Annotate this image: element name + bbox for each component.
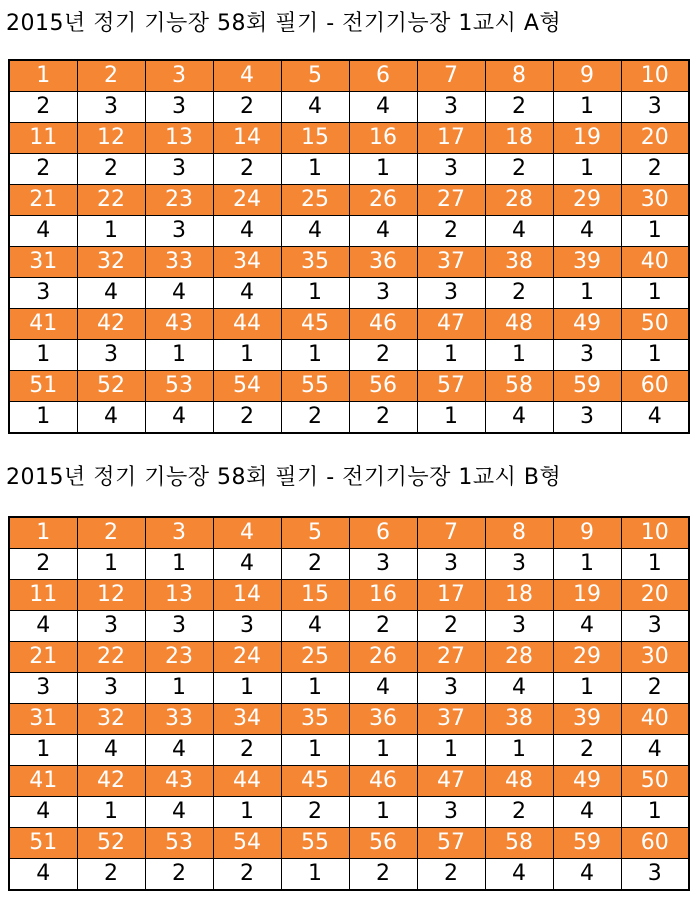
- answer-cell: 2: [213, 859, 281, 891]
- answer-cell: 1: [281, 735, 349, 766]
- answer-cell: 1: [145, 340, 213, 371]
- answer-cell: 1: [145, 549, 213, 580]
- answer-cell: 2: [621, 673, 689, 704]
- question-number-cell: 20: [621, 580, 689, 611]
- answer-cell: 4: [281, 611, 349, 642]
- answer-cell: 3: [77, 92, 145, 123]
- answer-row: [9, 673, 689, 704]
- question-number-cell: 45: [281, 309, 349, 340]
- answer-cell: 3: [553, 402, 621, 434]
- question-number-cell: 50: [621, 309, 689, 340]
- question-number-cell: 35: [281, 247, 349, 278]
- question-number-cell: 38: [485, 247, 553, 278]
- question-number-cell: 30: [621, 642, 689, 673]
- question-number-cell: 6: [349, 517, 417, 549]
- question-number-cell: 33: [145, 247, 213, 278]
- question-number-cell: 3: [145, 517, 213, 549]
- answer-cell: 2: [9, 549, 77, 580]
- question-number-cell: 43: [145, 766, 213, 797]
- question-number-cell: 5: [281, 517, 349, 549]
- question-number-cell: 53: [145, 371, 213, 402]
- question-number-cell: 46: [349, 309, 417, 340]
- answer-cell: 2: [281, 549, 349, 580]
- answer-cell: 2: [349, 402, 417, 434]
- answer-cell: 3: [417, 154, 485, 185]
- question-number-cell: 42: [77, 309, 145, 340]
- answer-cell: 3: [417, 278, 485, 309]
- answer-cell: 1: [145, 673, 213, 704]
- answer-cell: 1: [9, 402, 77, 434]
- question-number-row: [9, 247, 689, 278]
- answer-cell: 2: [485, 797, 553, 828]
- question-number-cell: 41: [9, 309, 77, 340]
- answer-cell: 4: [145, 278, 213, 309]
- answer-cell: 4: [281, 92, 349, 123]
- question-number-cell: 51: [9, 371, 77, 402]
- answer-cell: 3: [621, 611, 689, 642]
- answer-row: [9, 549, 689, 580]
- answer-cell: 1: [553, 278, 621, 309]
- answer-cell: 4: [213, 216, 281, 247]
- answer-cell: 3: [621, 859, 689, 891]
- question-number-cell: 34: [213, 247, 281, 278]
- answer-cell: 4: [621, 735, 689, 766]
- answer-cell: 2: [77, 859, 145, 891]
- answer-cell: 4: [349, 216, 417, 247]
- answer-cell: 3: [553, 340, 621, 371]
- answer-cell: 4: [349, 92, 417, 123]
- answer-cell: 1: [553, 92, 621, 123]
- answer-cell: 4: [77, 278, 145, 309]
- question-number-row: [9, 766, 689, 797]
- sheet-b-title: 2015년 정기 기능장 58회 필기 - 전기기능장 1교시 B형: [6, 465, 562, 490]
- answer-row: [9, 154, 689, 185]
- question-number-cell: 32: [77, 704, 145, 735]
- answer-cell: 2: [281, 797, 349, 828]
- answer-cell: 2: [417, 216, 485, 247]
- answer-cell: 1: [281, 154, 349, 185]
- question-number-cell: 46: [349, 766, 417, 797]
- question-number-cell: 14: [213, 123, 281, 154]
- answer-cell: 2: [145, 859, 213, 891]
- answer-row: [9, 340, 689, 371]
- question-number-cell: 1: [9, 517, 77, 549]
- question-number-row: [9, 704, 689, 735]
- answer-cell: 4: [553, 611, 621, 642]
- question-number-cell: 11: [9, 580, 77, 611]
- answer-row: [9, 797, 689, 828]
- answer-cell: 2: [281, 402, 349, 434]
- answer-cell: 1: [281, 673, 349, 704]
- question-number-cell: 6: [349, 60, 417, 92]
- answer-cell: 1: [77, 797, 145, 828]
- question-number-cell: 27: [417, 642, 485, 673]
- question-number-cell: 4: [213, 60, 281, 92]
- answer-cell: 2: [213, 92, 281, 123]
- answer-cell: 4: [281, 216, 349, 247]
- question-number-cell: 17: [417, 580, 485, 611]
- question-number-cell: 7: [417, 60, 485, 92]
- question-number-cell: 54: [213, 371, 281, 402]
- answer-cell: 2: [349, 859, 417, 891]
- question-number-row: [9, 517, 689, 549]
- answer-row: [9, 216, 689, 247]
- answer-cell: 3: [77, 611, 145, 642]
- question-number-cell: 20: [621, 123, 689, 154]
- answer-cell: 3: [485, 549, 553, 580]
- question-number-cell: 10: [621, 517, 689, 549]
- answer-cell: 4: [485, 859, 553, 891]
- answer-cell: 1: [213, 797, 281, 828]
- answer-cell: 1: [349, 735, 417, 766]
- answer-cell: 2: [485, 92, 553, 123]
- question-number-cell: 48: [485, 766, 553, 797]
- question-number-cell: 3: [145, 60, 213, 92]
- question-number-cell: 12: [77, 580, 145, 611]
- answer-cell: 4: [349, 673, 417, 704]
- question-number-row: [9, 123, 689, 154]
- question-number-cell: 21: [9, 185, 77, 216]
- question-number-cell: 49: [553, 309, 621, 340]
- question-number-row: [9, 309, 689, 340]
- question-number-cell: 48: [485, 309, 553, 340]
- question-number-cell: 25: [281, 642, 349, 673]
- answer-cell: 3: [145, 154, 213, 185]
- answer-cell: 2: [553, 735, 621, 766]
- answer-cell: 3: [77, 673, 145, 704]
- question-number-cell: 16: [349, 123, 417, 154]
- answer-cell: 1: [77, 216, 145, 247]
- answer-cell: 2: [213, 735, 281, 766]
- question-number-cell: 42: [77, 766, 145, 797]
- question-number-cell: 32: [77, 247, 145, 278]
- question-number-cell: 51: [9, 828, 77, 859]
- answer-cell: 3: [417, 92, 485, 123]
- question-number-cell: 33: [145, 704, 213, 735]
- sheet-a-title: 2015년 정기 기능장 58회 필기 - 전기기능장 1교시 A형: [6, 11, 562, 36]
- question-number-cell: 55: [281, 371, 349, 402]
- question-number-cell: 50: [621, 766, 689, 797]
- answer-cell: 4: [145, 797, 213, 828]
- answer-cell: 3: [349, 549, 417, 580]
- question-number-cell: 7: [417, 517, 485, 549]
- answer-cell: 1: [349, 154, 417, 185]
- question-number-cell: 55: [281, 828, 349, 859]
- answer-cell: 4: [553, 216, 621, 247]
- answer-cell: 3: [417, 797, 485, 828]
- answer-cell: 3: [417, 549, 485, 580]
- answer-cell: 4: [77, 735, 145, 766]
- answer-row: [9, 859, 689, 891]
- answer-cell: 4: [485, 216, 553, 247]
- question-number-row: [9, 371, 689, 402]
- answer-cell: 4: [553, 859, 621, 891]
- answer-cell: 1: [77, 549, 145, 580]
- question-number-cell: 28: [485, 642, 553, 673]
- answer-cell: 4: [9, 611, 77, 642]
- question-number-cell: 49: [553, 766, 621, 797]
- question-number-cell: 28: [485, 185, 553, 216]
- answer-cell: 4: [9, 216, 77, 247]
- answer-cell: 1: [417, 340, 485, 371]
- question-number-cell: 22: [77, 185, 145, 216]
- answer-cell: 3: [349, 278, 417, 309]
- question-number-cell: 34: [213, 704, 281, 735]
- question-number-cell: 47: [417, 309, 485, 340]
- question-number-cell: 23: [145, 185, 213, 216]
- question-number-cell: 9: [553, 60, 621, 92]
- answer-cell: 2: [485, 154, 553, 185]
- answer-cell: 2: [621, 154, 689, 185]
- answer-cell: 1: [9, 735, 77, 766]
- sheet-b-answer-table: [8, 516, 690, 891]
- question-number-cell: 43: [145, 309, 213, 340]
- question-number-cell: 36: [349, 704, 417, 735]
- answer-cell: 4: [213, 549, 281, 580]
- answer-cell: 2: [417, 859, 485, 891]
- answer-cell: 4: [621, 402, 689, 434]
- question-number-cell: 26: [349, 185, 417, 216]
- question-number-cell: 23: [145, 642, 213, 673]
- question-number-cell: 12: [77, 123, 145, 154]
- question-number-cell: 13: [145, 123, 213, 154]
- question-number-cell: 21: [9, 642, 77, 673]
- answer-cell: 4: [485, 673, 553, 704]
- answer-cell: 4: [145, 402, 213, 434]
- answer-cell: 2: [213, 154, 281, 185]
- question-number-cell: 14: [213, 580, 281, 611]
- question-number-cell: 57: [417, 371, 485, 402]
- answer-cell: 4: [77, 402, 145, 434]
- answer-cell: 3: [485, 611, 553, 642]
- question-number-cell: 57: [417, 828, 485, 859]
- question-number-cell: 58: [485, 371, 553, 402]
- answer-cell: 2: [9, 92, 77, 123]
- answer-cell: 1: [417, 735, 485, 766]
- answer-cell: 3: [621, 92, 689, 123]
- question-number-cell: 31: [9, 704, 77, 735]
- question-number-cell: 54: [213, 828, 281, 859]
- answer-cell: 2: [349, 611, 417, 642]
- question-number-cell: 27: [417, 185, 485, 216]
- answer-cell: 1: [621, 278, 689, 309]
- question-number-cell: 5: [281, 60, 349, 92]
- question-number-cell: 30: [621, 185, 689, 216]
- answer-row: [9, 278, 689, 309]
- answer-cell: 3: [145, 216, 213, 247]
- question-number-cell: 2: [77, 60, 145, 92]
- question-number-cell: 58: [485, 828, 553, 859]
- answer-cell: 1: [553, 154, 621, 185]
- answer-cell: 2: [213, 402, 281, 434]
- question-number-cell: 52: [77, 828, 145, 859]
- question-number-row: [9, 60, 689, 92]
- answer-cell: 1: [417, 402, 485, 434]
- question-number-cell: 44: [213, 766, 281, 797]
- question-number-cell: 40: [621, 247, 689, 278]
- question-number-cell: 26: [349, 642, 417, 673]
- question-number-cell: 47: [417, 766, 485, 797]
- question-number-cell: 18: [485, 580, 553, 611]
- answer-row: [9, 611, 689, 642]
- question-number-cell: 35: [281, 704, 349, 735]
- answer-row: [9, 402, 689, 434]
- question-number-cell: 2: [77, 517, 145, 549]
- question-number-cell: 24: [213, 642, 281, 673]
- answer-cell: 3: [145, 92, 213, 123]
- answer-cell: 1: [621, 549, 689, 580]
- question-number-cell: 31: [9, 247, 77, 278]
- question-number-cell: 44: [213, 309, 281, 340]
- answer-cell: 1: [281, 278, 349, 309]
- question-number-row: [9, 642, 689, 673]
- answer-cell: 1: [213, 340, 281, 371]
- question-number-cell: 52: [77, 371, 145, 402]
- answer-cell: 1: [485, 735, 553, 766]
- answer-cell: 1: [553, 673, 621, 704]
- question-number-cell: 25: [281, 185, 349, 216]
- question-number-cell: 45: [281, 766, 349, 797]
- question-number-cell: 17: [417, 123, 485, 154]
- answer-cell: 4: [553, 797, 621, 828]
- question-number-cell: 39: [553, 704, 621, 735]
- question-number-cell: 18: [485, 123, 553, 154]
- question-number-cell: 29: [553, 185, 621, 216]
- answer-cell: 2: [485, 278, 553, 309]
- question-number-row: [9, 185, 689, 216]
- question-number-cell: 19: [553, 123, 621, 154]
- sheet-a-answer-table: [8, 59, 690, 434]
- question-number-cell: 59: [553, 828, 621, 859]
- question-number-cell: 15: [281, 580, 349, 611]
- question-number-cell: 60: [621, 371, 689, 402]
- answer-cell: 3: [213, 611, 281, 642]
- question-number-cell: 22: [77, 642, 145, 673]
- question-number-cell: 37: [417, 247, 485, 278]
- question-number-cell: 1: [9, 60, 77, 92]
- answer-cell: 4: [485, 402, 553, 434]
- question-number-cell: 56: [349, 371, 417, 402]
- answer-cell: 1: [349, 797, 417, 828]
- answer-cell: 1: [281, 859, 349, 891]
- answer-row: [9, 735, 689, 766]
- answer-cell: 4: [213, 278, 281, 309]
- question-number-cell: 8: [485, 60, 553, 92]
- question-number-cell: 11: [9, 123, 77, 154]
- answer-cell: 3: [145, 611, 213, 642]
- question-number-cell: 24: [213, 185, 281, 216]
- answer-cell: 2: [349, 340, 417, 371]
- question-number-cell: 38: [485, 704, 553, 735]
- answer-cell: 1: [621, 216, 689, 247]
- answer-cell: 4: [9, 797, 77, 828]
- answer-cell: 1: [9, 340, 77, 371]
- answer-cell: 2: [417, 611, 485, 642]
- answer-cell: 3: [417, 673, 485, 704]
- question-number-cell: 60: [621, 828, 689, 859]
- answer-cell: 1: [621, 797, 689, 828]
- question-number-cell: 29: [553, 642, 621, 673]
- question-number-cell: 56: [349, 828, 417, 859]
- answer-cell: 4: [9, 859, 77, 891]
- question-number-cell: 19: [553, 580, 621, 611]
- question-number-cell: 59: [553, 371, 621, 402]
- question-number-cell: 16: [349, 580, 417, 611]
- question-number-row: [9, 580, 689, 611]
- answer-cell: 2: [9, 154, 77, 185]
- question-number-cell: 9: [553, 517, 621, 549]
- question-number-cell: 53: [145, 828, 213, 859]
- question-number-cell: 36: [349, 247, 417, 278]
- answer-cell: 1: [485, 340, 553, 371]
- answer-cell: 3: [9, 673, 77, 704]
- answer-cell: 3: [77, 340, 145, 371]
- question-number-row: [9, 828, 689, 859]
- answer-row: [9, 92, 689, 123]
- answer-cell: 4: [145, 735, 213, 766]
- question-number-cell: 15: [281, 123, 349, 154]
- question-number-cell: 10: [621, 60, 689, 92]
- answer-cell: 3: [9, 278, 77, 309]
- answer-cell: 2: [77, 154, 145, 185]
- question-number-cell: 40: [621, 704, 689, 735]
- question-number-cell: 41: [9, 766, 77, 797]
- answer-cell: 1: [213, 673, 281, 704]
- answer-cell: 1: [553, 549, 621, 580]
- question-number-cell: 37: [417, 704, 485, 735]
- question-number-cell: 8: [485, 517, 553, 549]
- question-number-cell: 39: [553, 247, 621, 278]
- answer-cell: 1: [621, 340, 689, 371]
- question-number-cell: 13: [145, 580, 213, 611]
- answer-cell: 1: [281, 340, 349, 371]
- question-number-cell: 4: [213, 517, 281, 549]
